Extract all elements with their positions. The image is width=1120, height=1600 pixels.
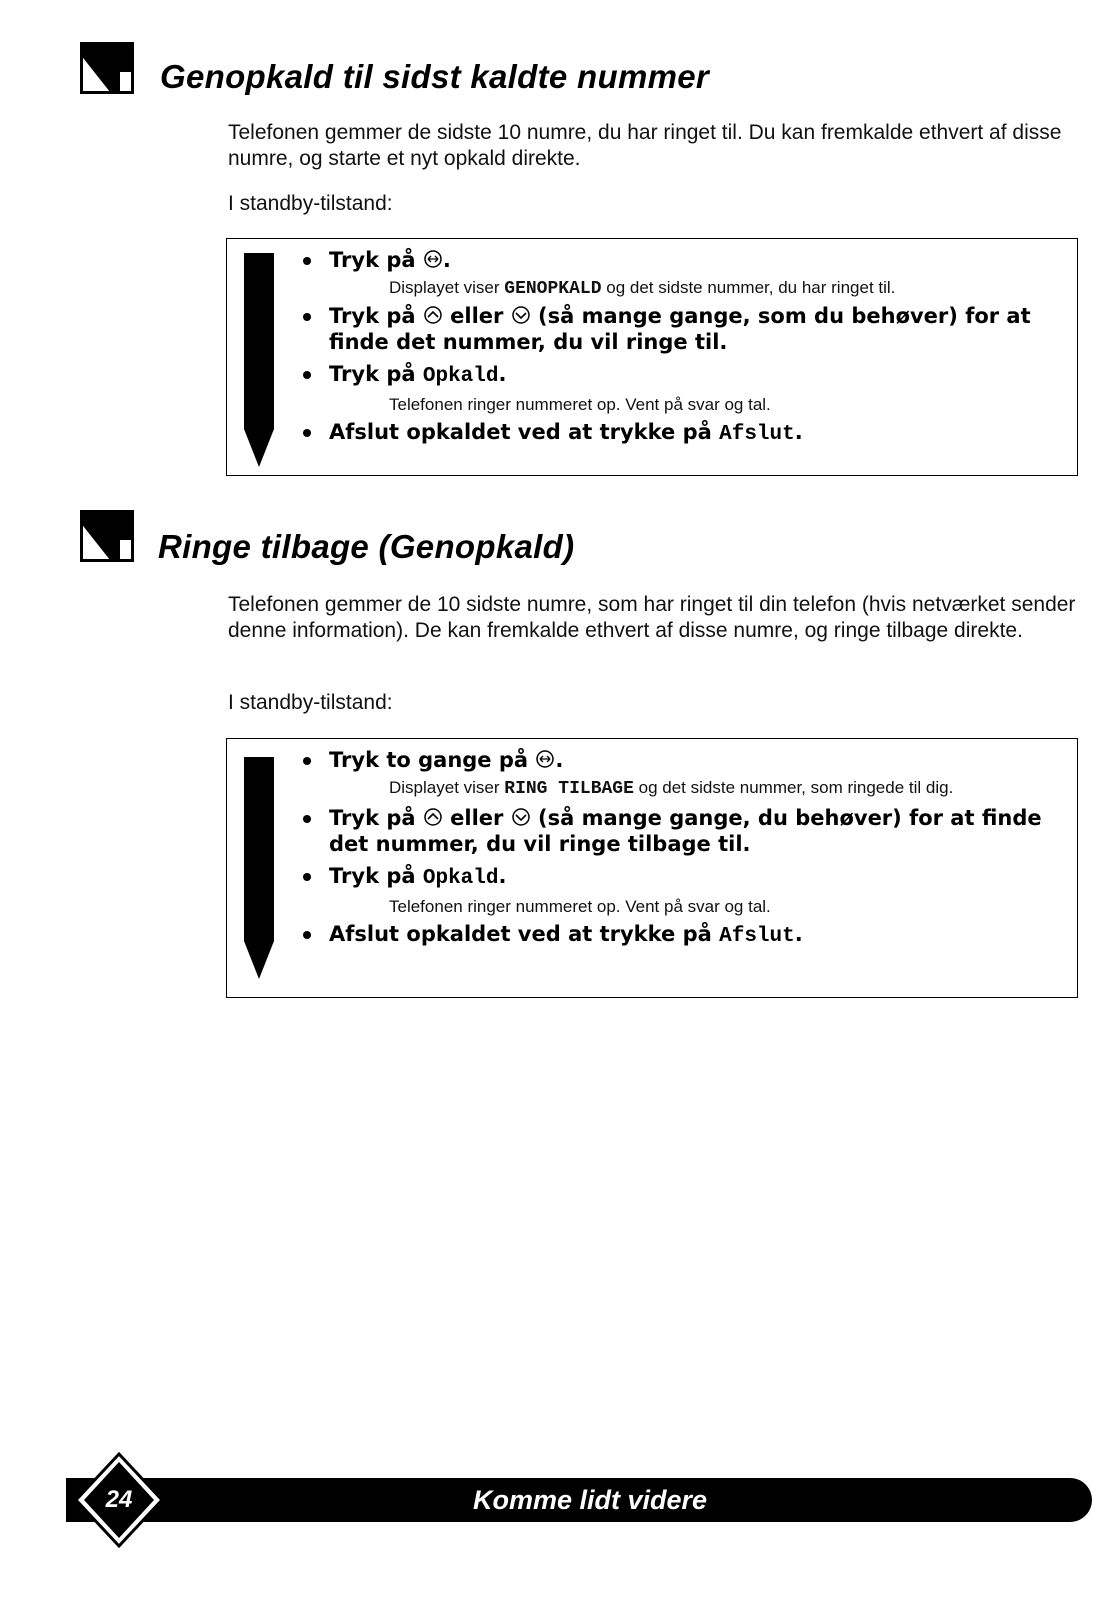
period: . — [794, 420, 803, 444]
bullet — [303, 931, 311, 939]
note-text: Displayet viser — [389, 278, 500, 297]
step-text: Tryk på — [329, 864, 416, 888]
standby-label: I standby-tilstand: — [228, 192, 393, 215]
step-item — [299, 921, 1071, 950]
note-text: og det sidste nummer, som ringede til dig. — [638, 778, 954, 797]
instruction-box — [226, 238, 1078, 476]
step-item — [299, 303, 1071, 355]
period: . — [498, 864, 507, 888]
page-number: 24 — [105, 1486, 133, 1513]
intro-paragraph: Telefonen gemmer de 10 sidste numre, som har ringet til din telefon (hvis netværket sender denne information). De kan fremkalde ethvert af disse numre, og ringe tilbage direkte. — [228, 593, 1076, 642]
softkey-label: Afslut — [719, 423, 795, 446]
steps-list — [299, 247, 1071, 448]
display-code: RING TILBAGE — [504, 779, 634, 799]
section-marker-icon — [80, 42, 134, 94]
menu-key-icon — [535, 749, 555, 769]
step-text: Tryk på — [329, 806, 416, 830]
step-item — [299, 247, 1071, 273]
step-note — [299, 778, 1071, 799]
bullet — [303, 429, 311, 437]
bullet — [303, 257, 311, 265]
bullet — [303, 873, 311, 881]
down-key-icon — [511, 807, 531, 827]
step-item — [299, 863, 1071, 892]
step-text: (så mange gange, du behøver) for at finde det nummer, du vil ringe tilbage til. — [329, 806, 1042, 856]
softkey-label: Opkald — [422, 365, 499, 388]
section-title: Ringe tilbage (Genopkald) — [158, 528, 575, 565]
standby-label: I standby-tilstand: — [228, 691, 393, 714]
softkey-label: Afslut — [719, 925, 795, 948]
bullet — [303, 757, 311, 765]
down-arrow-icon — [244, 253, 274, 467]
step-note: Telefonen ringer nummeret op. Vent på svar og tal. — [389, 897, 771, 916]
menu-key-icon — [423, 249, 443, 269]
down-key-icon — [511, 305, 531, 325]
step-text: eller — [450, 304, 504, 328]
up-key-icon — [423, 305, 443, 325]
step-note: Telefonen ringer nummeret op. Vent på svar og tal. — [389, 395, 771, 414]
step-text: Afslut opkaldet ved at trykke på — [329, 922, 712, 946]
down-arrow-icon — [244, 757, 274, 979]
step-text: Tryk på — [329, 248, 416, 272]
intro-paragraph: Telefonen gemmer de sidste 10 numre, du har ringet til. Du kan fremkalde ethvert af disse numre, og starte et nyt opkald direkte. — [228, 121, 1062, 170]
step-note — [299, 278, 1071, 299]
step-text: Tryk to gange på — [329, 748, 529, 772]
period: . — [555, 748, 564, 772]
up-key-icon — [423, 807, 443, 827]
bullet — [303, 313, 311, 321]
section-marker-icon — [80, 510, 134, 562]
bullet — [303, 815, 311, 823]
step-text: Afslut opkaldet ved at trykke på — [329, 420, 712, 444]
bullet — [303, 371, 311, 379]
note-text: og det sidste nummer, du har ringet til. — [606, 278, 896, 297]
chapter-title: Komme lidt videre — [472, 1485, 708, 1515]
step-text: (så mange gange, som du behøver) for at finde det nummer, du vil ringe til. — [329, 304, 1031, 354]
display-code: GENOPKALD — [504, 279, 602, 299]
step-item — [299, 805, 1071, 857]
step-text: Tryk på — [329, 362, 416, 386]
section-title: Genopkald til sidst kaldte nummer — [160, 58, 710, 95]
step-item — [299, 747, 1071, 773]
instruction-box — [226, 738, 1078, 998]
period: . — [498, 362, 507, 386]
note-text: Displayet viser — [389, 778, 500, 797]
period: . — [442, 248, 451, 272]
softkey-label: Opkald — [422, 867, 499, 890]
step-item — [299, 361, 1071, 390]
step-text: eller — [450, 806, 504, 830]
step-item — [299, 419, 1071, 448]
step-text: Tryk på — [329, 304, 416, 328]
steps-list — [299, 747, 1071, 950]
period: . — [794, 922, 803, 946]
